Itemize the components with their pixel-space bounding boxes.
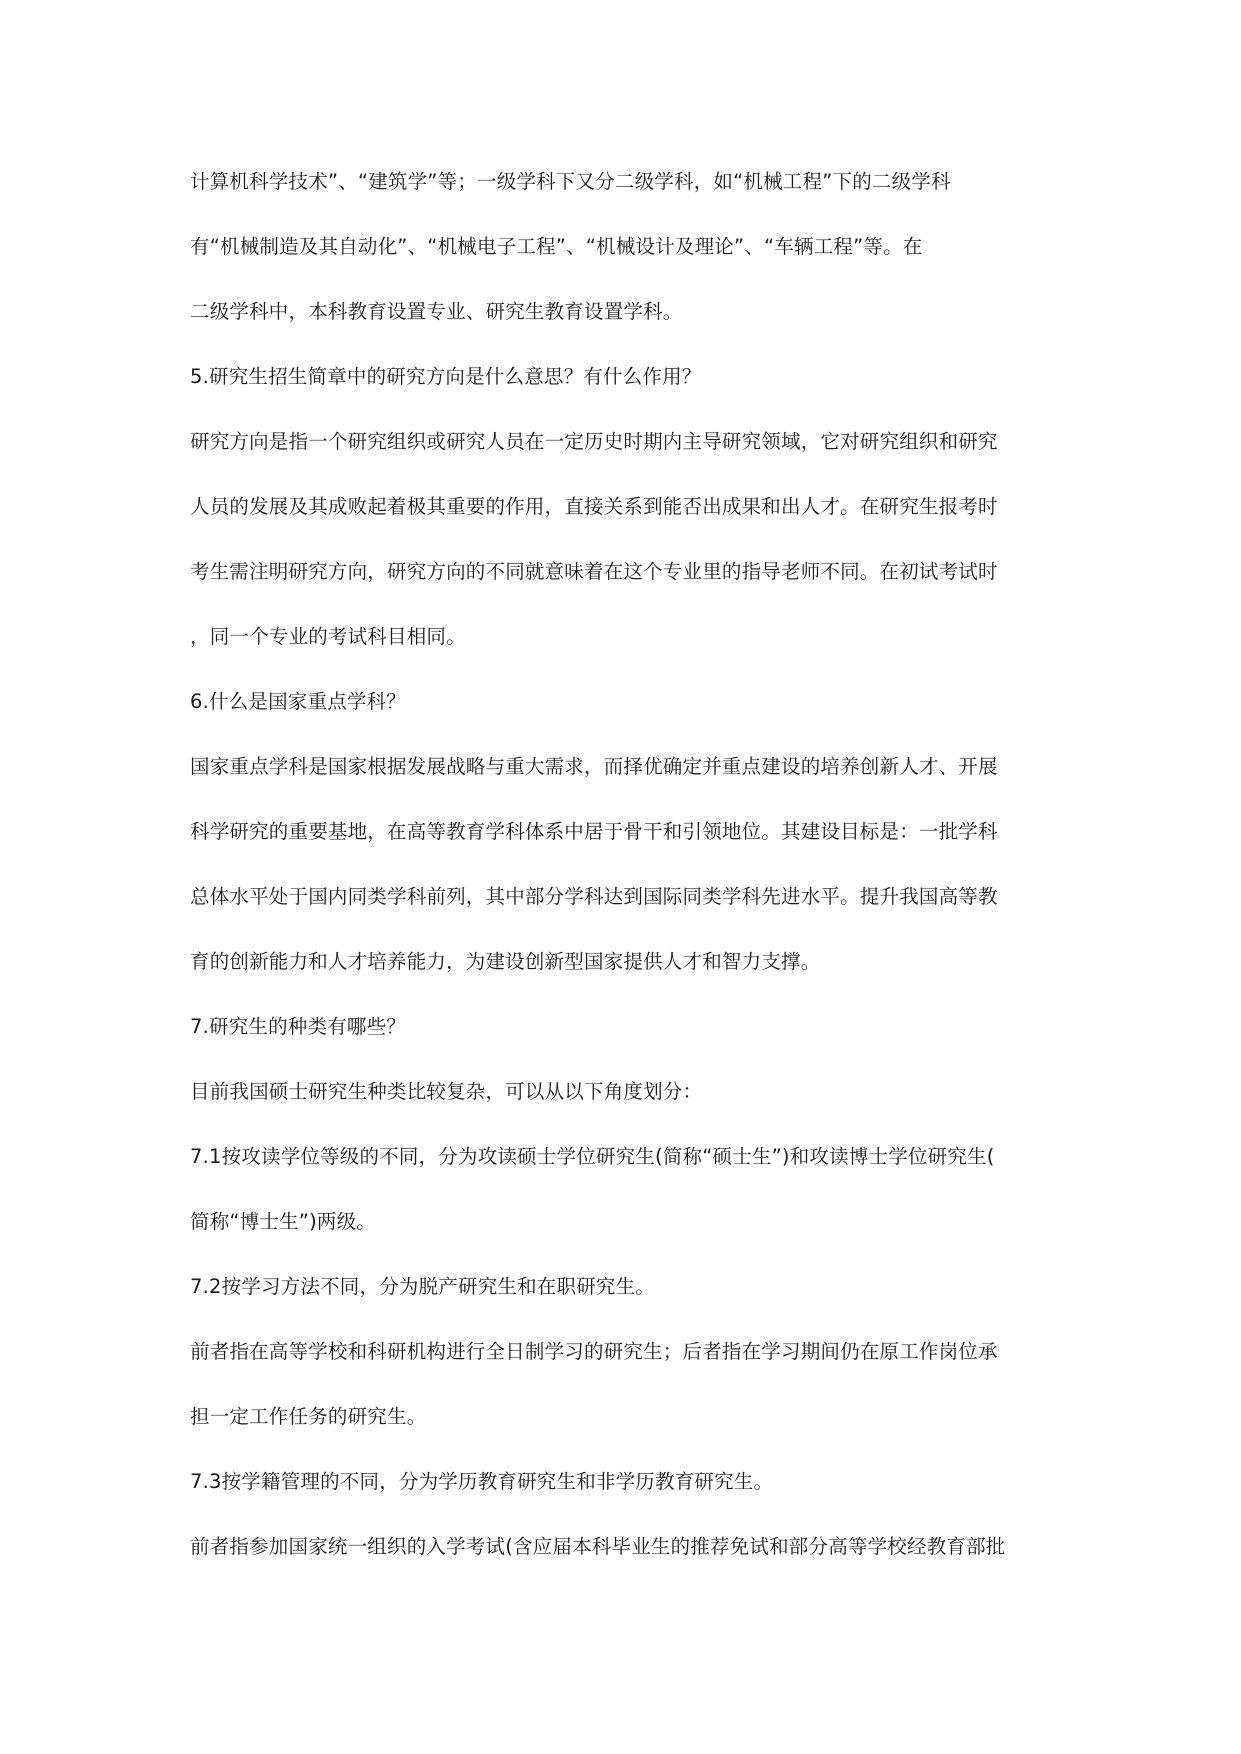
text-line: ，同一个专业的考试科目相同。 xyxy=(190,625,466,648)
text-line: 前者指参加国家统一组织的入学考试(含应届本科毕业生的推荐免试和部分高等学校经教育部批 xyxy=(190,1535,1006,1558)
text-line: 育的创新能力和人才培养能力，为建设创新型国家提供人才和智力支撑。 xyxy=(190,950,821,973)
text-line: 计算机科学技术”、“建筑学”等；一级学科下又分二级学科，如“机械工程”下的二级学科 xyxy=(190,170,951,193)
text-line: 总体水平处于国内同类学科前列，其中部分学科达到国际同类学科先进水平。提升我国高等教 xyxy=(190,885,998,908)
text-line: 简称“博士生”)两级。 xyxy=(190,1210,377,1233)
subsection-7-1: 7.1按攻读学位等级的不同，分为攻读硕士学位研究生(简称“硕士生”)和攻读博士学位研究生( xyxy=(190,1145,995,1168)
text-line: 研究方向是指一个研究组织或研究人员在一定历史时期内主导研究领域，它对研究组织和研究 xyxy=(190,430,998,453)
document-body xyxy=(190,166,1062,1596)
section-heading-6: 6.什么是国家重点学科？ xyxy=(190,690,407,713)
section-heading-7: 7.研究生的种类有哪些？ xyxy=(190,1015,407,1038)
subsection-7-3: 7.3按学籍管理的不同，分为学历教育研究生和非学历教育研究生。 xyxy=(190,1470,774,1493)
text-line: 国家重点学科是国家根据发展战略与重大需求，而择优确定并重点建设的培养创新人才、开展 xyxy=(190,755,998,778)
text-line: 前者指在高等学校和科研机构进行全日制学习的研究生；后者指在学习期间仍在原工作岗位承 xyxy=(190,1340,998,1363)
section-heading-5: 5.研究生招生简章中的研究方向是什么意思？有什么作用？ xyxy=(190,365,702,388)
text-line: 二级学科中，本科教育设置专业、研究生教育设置学科。 xyxy=(190,300,683,323)
text-line: 人员的发展及其成败起着极其重要的作用，直接关系到能否出成果和出人才。在研究生报考时 xyxy=(190,495,998,518)
text-line: 目前我国硕士研究生种类比较复杂，可以从以下角度划分： xyxy=(190,1080,703,1103)
subsection-7-2: 7.2按学习方法不同，分为脱产研究生和在职研究生。 xyxy=(190,1275,656,1298)
text-line: 科学研究的重要基地，在高等教育学科体系中居于骨干和引领地位。其建设目标是：一批学科 xyxy=(190,820,998,843)
text-line: 考生需注明研究方向，研究方向的不同就意味着在这个专业里的指导老师不同。在初试考试时 xyxy=(190,560,998,583)
text-line: 有“机械制造及其自动化”、“机械电子工程”、“机械设计及理论”、“车辆工程”等。在 xyxy=(190,235,923,258)
text-line: 担一定工作任务的研究生。 xyxy=(190,1405,427,1428)
